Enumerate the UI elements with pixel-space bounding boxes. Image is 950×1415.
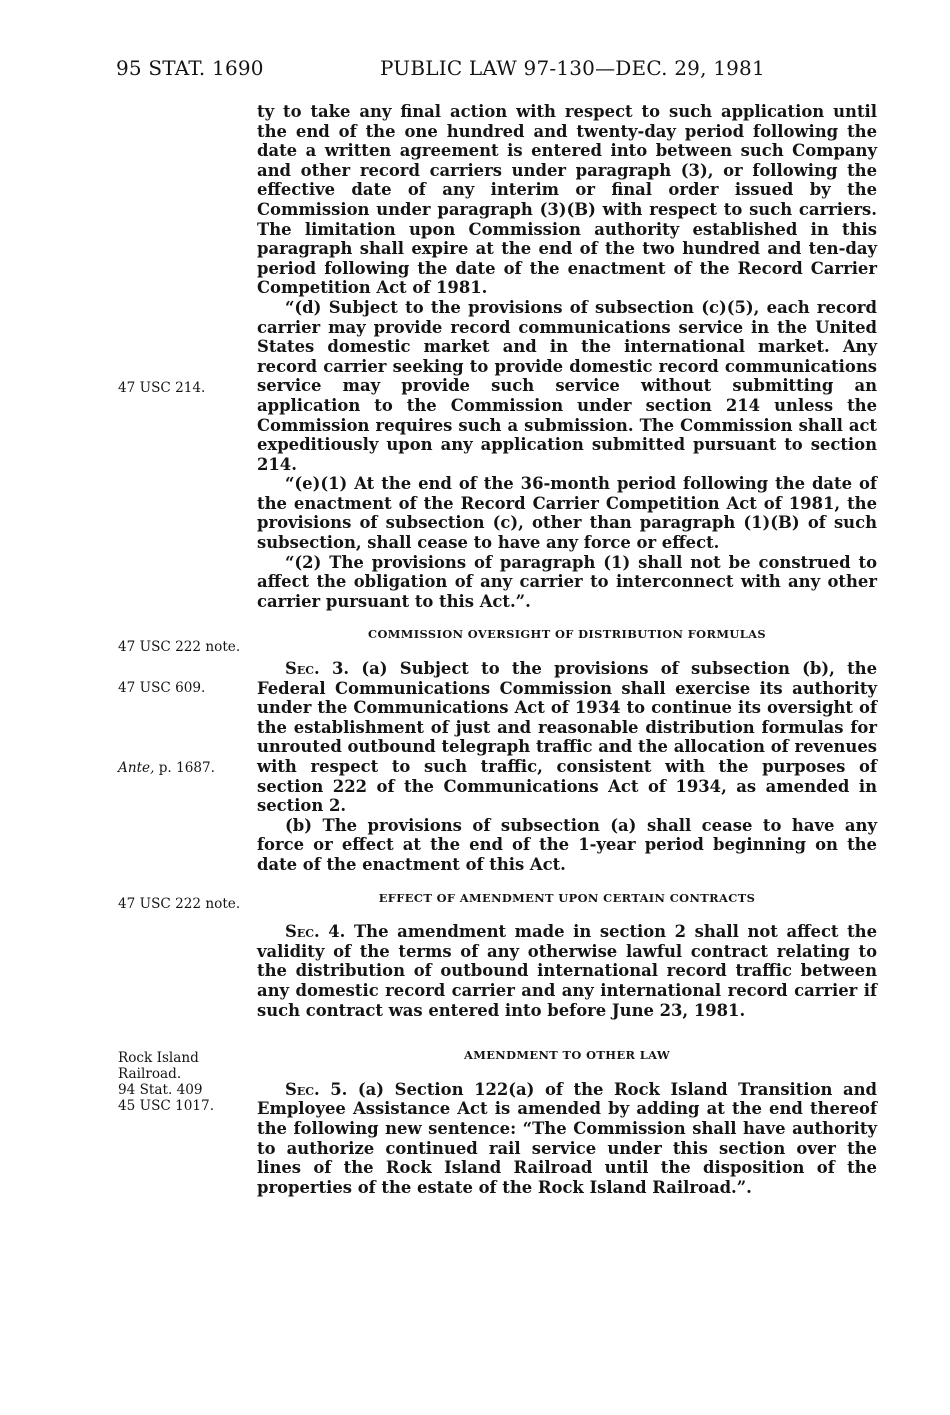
margin-note: 47 USC 609. <box>118 680 206 696</box>
section-text: (a) Subject to the provisions of subsection (b), the Federal Communications Commission shall exercise its authority under the Communications Act of 1934 to continue its oversight of the establishment of just and reasonable distribution formulas for unrouted outbound telegraph traffic and the allocation of revenues with respect to such traffic, consistent with the purposes of section 222 of the Communications Act of 1934, as amended in section 2. <box>257 659 878 816</box>
section-label: Sec. 5. <box>285 1079 348 1099</box>
paragraph-sec-4 <box>257 922 877 1020</box>
section-label: Sec. 3. <box>285 659 350 679</box>
body-text <box>257 102 877 1197</box>
section-heading: AMENDMENT TO OTHER LAW <box>463 1048 671 1063</box>
paragraph: “(d) Subject to the provisions of subsection (c)(5), each record carrier may provide record communications service in the United States domestic market and in the international market. Any record carrier seeking to provide domestic record communications service may provide such service without submitting an application to the Commission under section 214 unless the Commission requires such a submission. The Commission shall act expeditiously upon any application submitted pursuant to section 214. <box>257 297 877 474</box>
paragraph: ty to take any final action with respect to such application until the end of the one hundred and twenty-day period following the date a written agreement is entered into between such Company and other record carriers under paragraph (3), or following the effective date of any interim or final order issued by the Commission under paragraph (3)(B) with respect to such carriers. The limitation upon Commission authority established in this paragraph shall expire at the end of the two hundred and ten-day period following the date of the enactment of the Record Carrier Competition Act of 1981. <box>257 102 877 298</box>
stat-reference: 95 STAT. 1690 <box>116 56 264 80</box>
paragraph-sec-5 <box>257 1080 877 1198</box>
paragraph: “(2) The provisions of paragraph (1) shall not be construed to affect the obligation of any carrier to interconnect with any other carrier pursuant to this Act.”. <box>257 552 877 611</box>
margin-note: 47 USC 222 note. <box>118 896 241 912</box>
margin-note: 47 USC 214. <box>118 380 206 396</box>
section-heading: EFFECT OF AMENDMENT UPON CERTAIN CONTRACTS <box>378 890 756 905</box>
margin-note-line: Rock Island <box>118 1050 199 1066</box>
paragraph: “(e)(1) At the end of the 36-month period following the date of the enactment of the Record Carrier Competition Act of 1981, the provisions of subsection (c), other than paragraph (1)(B) of such subsection, shall cease to have any force or effect. <box>257 474 877 553</box>
margin-note-line: 94 Stat. 409 <box>118 1082 203 1098</box>
section-heading: COMMISSION OVERSIGHT OF DISTRIBUTION FORMULAS <box>368 627 766 642</box>
section-text: (a) Section 122(a) of the Rock Island Transition and Employee Assistance Act is amended by adding at the end thereof the following new sentence: “The Commission shall have authority to authorize continued rail service under this section over the lines of the Rock Island Railroad until the disposition of the properties of the estate of the Rock Island Railroad.”. <box>257 1079 877 1197</box>
margin-note-rock-island <box>118 1050 214 1114</box>
margin-note-line: Railroad. <box>118 1066 182 1082</box>
section-text: The amendment made in section 2 shall not affect the validity of the terms of any otherwise lawful contract relating to the distribution of outbound international record traffic between any domestic record carrier and any international record carrier if such contract was entered into before June 23, 1981. <box>257 922 877 1020</box>
margin-note: 47 USC 222 note. <box>118 639 241 655</box>
margin-note-italic: Ante, <box>118 760 155 776</box>
section-label: Sec. 4. <box>285 922 346 942</box>
public-law-heading: PUBLIC LAW 97-130—DEC. 29, 1981 <box>380 56 765 80</box>
paragraph-sec-3 <box>257 659 877 816</box>
margin-note-ante <box>118 760 215 776</box>
margin-note-line: 45 USC 1017. <box>118 1098 215 1114</box>
margin-note-text: p. 1687. <box>154 760 215 776</box>
paragraph: (b) The provisions of subsection (a) shall cease to have any force or effect at the end of the 1-year period beginning on the date of the enactment of this Act. <box>257 815 877 874</box>
